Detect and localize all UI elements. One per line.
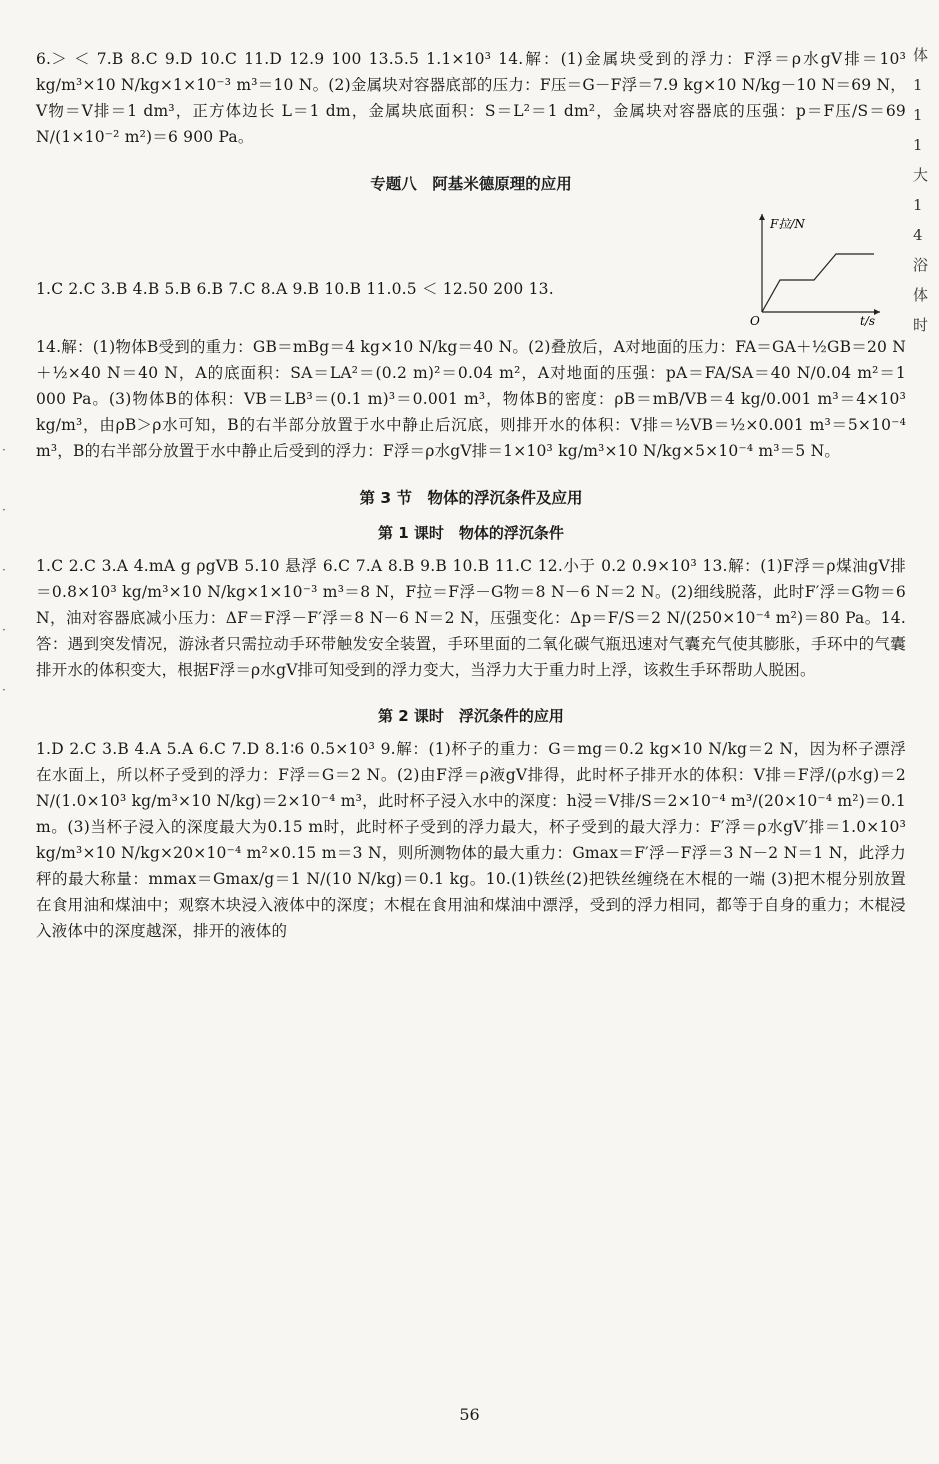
y-axis-label: F拉/N	[770, 217, 805, 231]
left-page-edge: · · · · ·	[2, 443, 6, 697]
x-axis-label: t/s	[860, 314, 876, 326]
section-top-answers: 6.＞ ＜ 7.B 8.C 9.D 10.C 11.D 12.9 100 13.5.5 1.1×10³ 14.解：(1)金属块受到的浮力：F浮＝ρ水gV排＝10³ kg/m³×10 N/kg×1×10⁻³ m³＝10 N。(2)金属块对容器底部的压力：F压＝G－F浮＝7.9 kg×10 N/kg－10 N＝69 N，V物＝V排＝1 dm³，正方体边长 L＝1 dm，金属块底面积：S＝L²＝1 dm²，金属块对容器底的压强：p＝F压/S＝69 N/(1×10⁻² m²)＝6 900 Pa。	[36, 50, 906, 146]
section3-title: 第 3 节 物体的浮沉条件及应用	[359, 489, 583, 507]
topic8-title: 专题八 阿基米德原理的应用	[370, 175, 572, 193]
page-number: 56	[459, 1405, 480, 1424]
topic8-q14: 14.解：(1)物体B受到的重力：GB＝mBg＝4 kg×10 N/kg＝40 N。(2)叠放后，A对地面的压力：FA＝GA＋½GB＝20 N＋½×40 N＝40 N，A的底面积：SA＝LA²＝(0.2 m)²＝0.04 m²，A对地面的压强：pA＝FA/SA＝40 N/0.04 m²＝1 000 Pa。(3)物体B的体积：VB＝LB³＝(0.1 m)³＝0.001 m³，物体B的密度：ρB＝mB/VB＝4 kg/0.001 m³＝4×10³ kg/m³，由ρB＞ρ水可知，B的右半部分放置于水中静止后沉底，则排开水的体积：V排＝½VB＝½×0.001 m³＝5×10⁻⁴ m³，B的右半部分放置于水中静止后受到的浮力：F浮＝ρ水gV排＝1×10³ kg/m³×10 N/kg×5×10⁻⁴ m³＝5 N。	[36, 338, 906, 460]
lesson2-answers: 1.D 2.C 3.B 4.A 5.A 6.C 7.D 8.1∶6 0.5×10³ 9.解：(1)杯子的重力：G＝mg＝0.2 kg×10 N/kg＝2 N，因为杯子漂浮在水面上，所以杯子受到的浮力：F浮＝G＝2 N。(2)由F浮＝ρ液gV排得，此时杯子排开水的体积：V排＝F浮/(ρ水g)＝2 N/(1.0×10³ kg/m³×10 N/kg)＝2×10⁻⁴ m³，此时杯子浸入水中的深度：h浸＝V排/S＝2×10⁻⁴ m³/(20×10⁻⁴ m²)＝0.1 m。(3)当杯子浸入的深度最大为0.15 m时，此时杯子受到的浮力最大，杯子受到的最大浮力：F′浮＝ρ水gV′排＝1.0×10³ kg/m³×10 N/kg×20×10⁻⁴ m²×0.15 m＝3 N，则所测物体的最大重力：Gmax＝F′浮－F浮＝3 N－2 N＝1 N，此浮力秤的最大称量：mmax＝Gmax/g＝1 N/(10 N/kg)＝0.1 kg。10.(1)铁丝(2)把铁丝缠绕在木棍的一端 (3)把木棍分别放置在食用油和煤油中；观察木块浸入液体中的深度；木棍在食用油和煤油中漂浮，受到的浮力相同，都等于自身的重力；木棍浸入液体中的深度越深，排开的液体的	[36, 740, 906, 940]
origin-label: O	[750, 314, 760, 326]
lesson1-answers: 1.C 2.C 3.A 4.mA g ρgVB 5.10 悬浮 6.C 7.A 8.B 9.B 10.B 11.C 12.小于 0.2 0.9×10³ 13.解：(1)F浮＝ρ煤油gV排＝0.8×10³ kg/m³×10 N/kg×1×10⁻³ m³＝8 N，F拉＝F浮－G物＝8 N－6 N＝2 N。(2)细线脱落，此时F′浮＝G物＝6 N，油对容器底减小压力：ΔF＝F浮－F′浮＝8 N－6 N＝2 N，压强变化：Δp＝F/S＝2 N/(250×10⁻⁴ m²)＝80 Pa。14.答：遇到突发情况，游泳者只需拉动手环带触发安全装置，手环里面的二氧化碳气瓶迅速对气囊充气使其膨胀，手环中的气囊排开水的体积变大，根据F浮＝ρ水gV排可知受到的浮力变大，当浮力大于重力时上浮，该救生手环帮助人脱困。	[36, 557, 906, 679]
lesson2-title: 第 2 课时 浮沉条件的应用	[378, 707, 564, 725]
adjacent-page-edge: 体 1 1 1 大 1 4 浴 体 时	[913, 46, 929, 334]
topic8-answers-row	[36, 208, 906, 326]
topic8-answers: 1.C 2.C 3.B 4.B 5.B 6.B 7.C 8.A 9.B 10.B 11.0.5 ＜ 12.50 200 13.	[36, 280, 554, 298]
graph-line	[762, 254, 874, 312]
y-axis-arrow	[759, 214, 765, 220]
lesson1-title: 第 1 课时 物体的浮沉条件	[378, 524, 564, 542]
force-time-graph	[748, 208, 888, 326]
content	[36, 46, 906, 944]
